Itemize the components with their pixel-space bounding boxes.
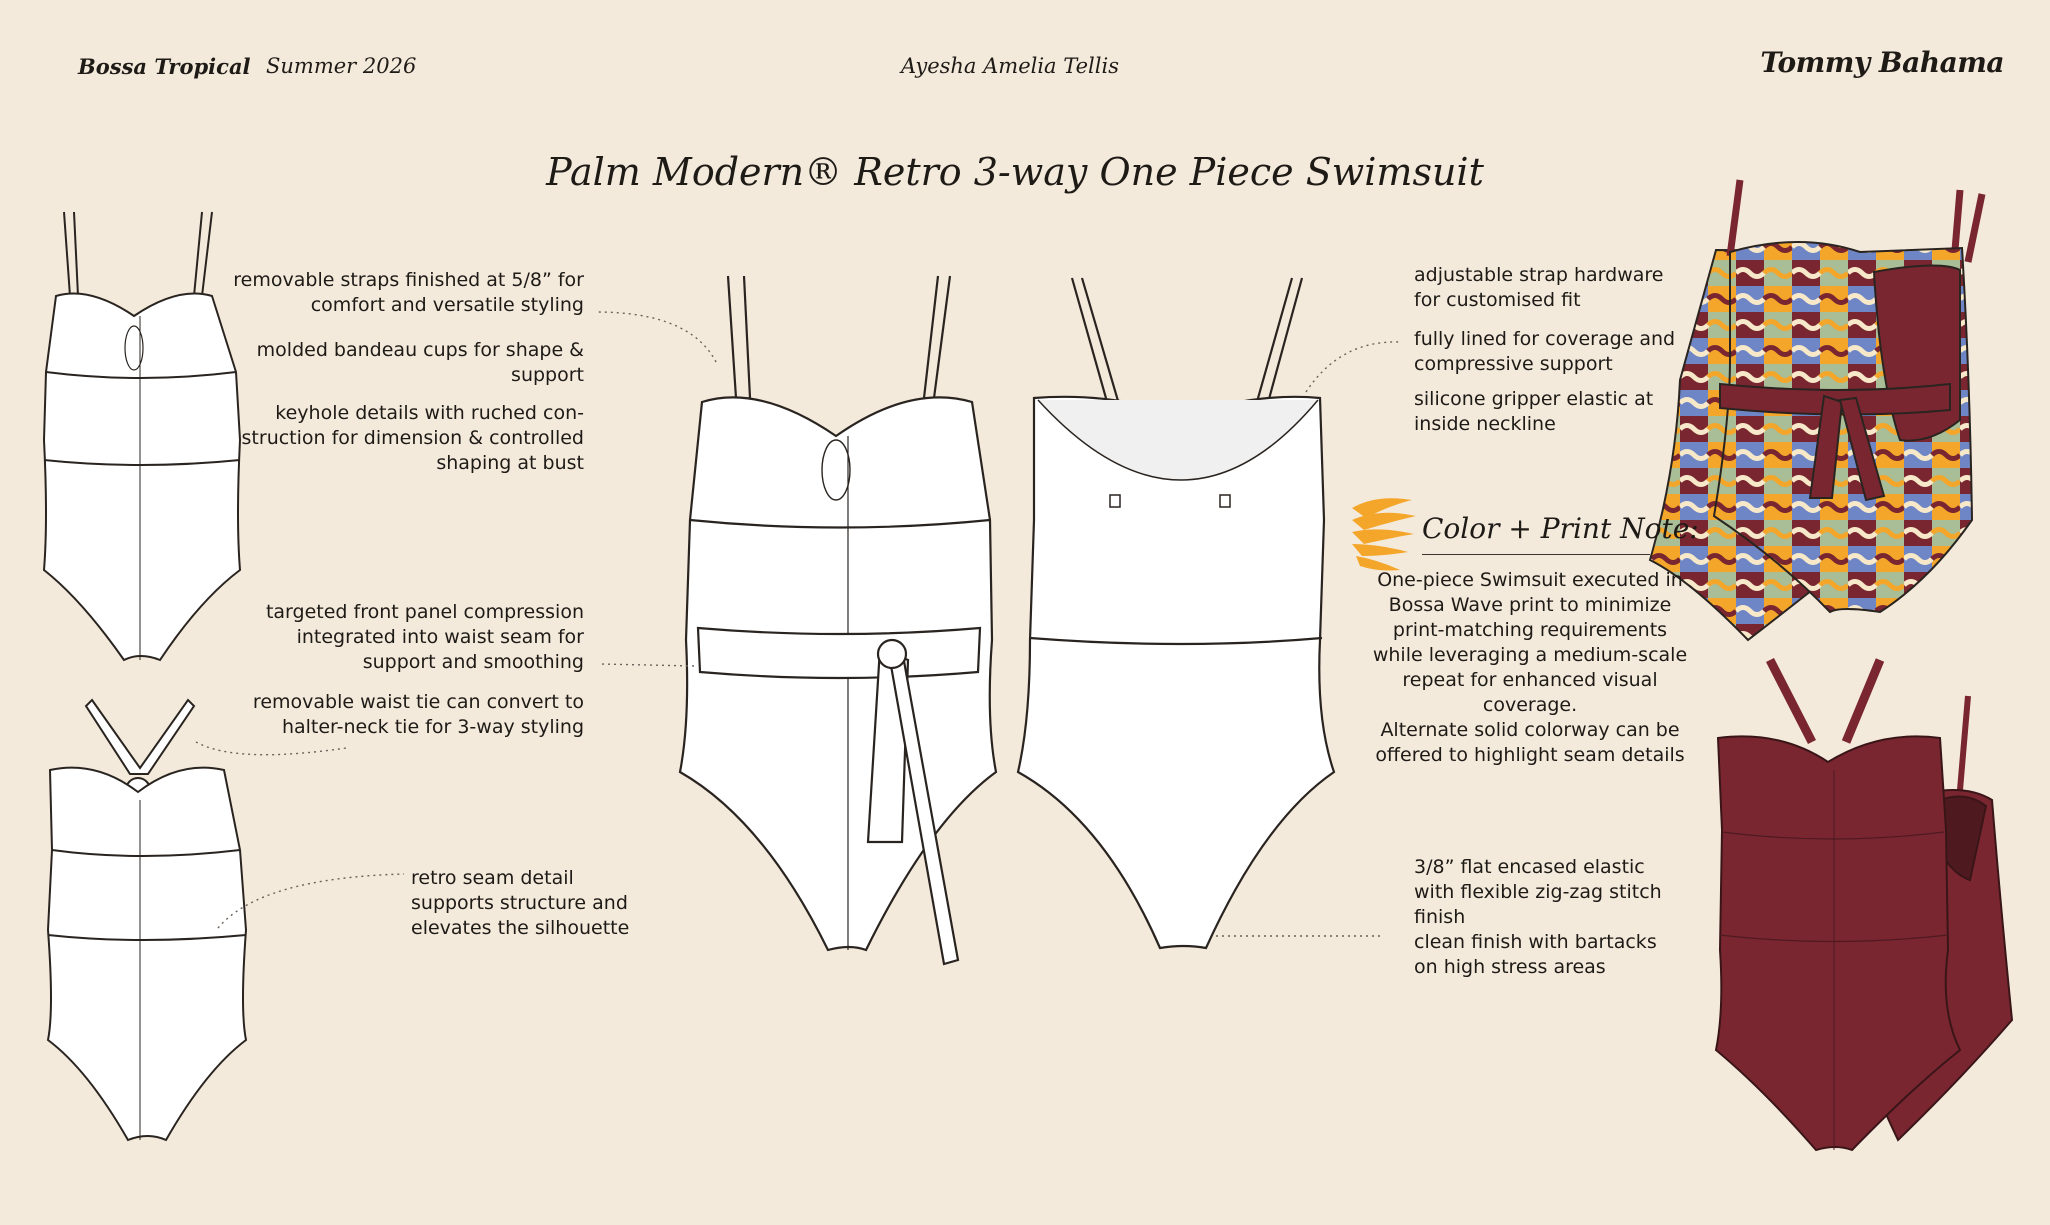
- callout-elastic: 3/8” flat encased elastic with flexible zig-zag stitch finish: [1414, 856, 1662, 928]
- page-title: Palm Modern® Retro 3-way One Piece Swimsuit: [546, 150, 1484, 194]
- callout-lined: fully lined for coverage and compressive support: [1414, 328, 1676, 375]
- brand-logo: Tommy Bahama: [1760, 46, 2004, 79]
- sketch-center-back: [1018, 278, 1334, 948]
- callout-cups: molded bandeau cups for shape & support: [256, 339, 584, 386]
- callout-keyhole: keyhole details with ruched con-struction for dimension & controlled shaping at bust: [241, 402, 584, 474]
- palm-leaf-icon: [1352, 498, 1416, 570]
- color-print-alternate: Alternate solid colorway can be offered to highlight seam details: [1375, 719, 1685, 766]
- color-print-rule: [1422, 554, 1650, 555]
- color-print-body: One-piece Swimsuit executed in Bossa Wave print to minimize print-matching requirements while leveraging a medium-scale repeat for enhanced visual coverage.: [1372, 569, 1688, 716]
- sketch-right-solid-colorway: [1716, 660, 2012, 1150]
- season-label: Summer 2026: [266, 54, 417, 78]
- callout-tie: removable waist tie can convert to halter-neck tie for 3-way styling: [252, 691, 584, 738]
- designer-name: Ayesha Amelia Tellis: [901, 54, 1119, 78]
- callout-hardware: adjustable strap hardware for customised fit: [1414, 264, 1664, 311]
- sketch-left-halter-front: [48, 700, 246, 1140]
- collection-name: Bossa Tropical: [78, 54, 251, 79]
- callout-straps: removable straps finished at 5/8” for comfort and versatile styling: [233, 269, 584, 316]
- callout-compression: targeted front panel compression integrated into waist seam for support and smoothing: [265, 601, 584, 673]
- callout-seam: retro seam detail supports structure and elevates the silhouette: [411, 867, 630, 939]
- callout-gripper: silicone gripper elastic at inside neckline: [1414, 388, 1654, 435]
- sketch-left-strap-front: [44, 212, 240, 660]
- sketch-center-front: [680, 276, 996, 964]
- color-print-heading: Color + Print Note:: [1422, 512, 1699, 545]
- callout-bartacks: clean finish with bartacks on high stress areas: [1414, 931, 1657, 978]
